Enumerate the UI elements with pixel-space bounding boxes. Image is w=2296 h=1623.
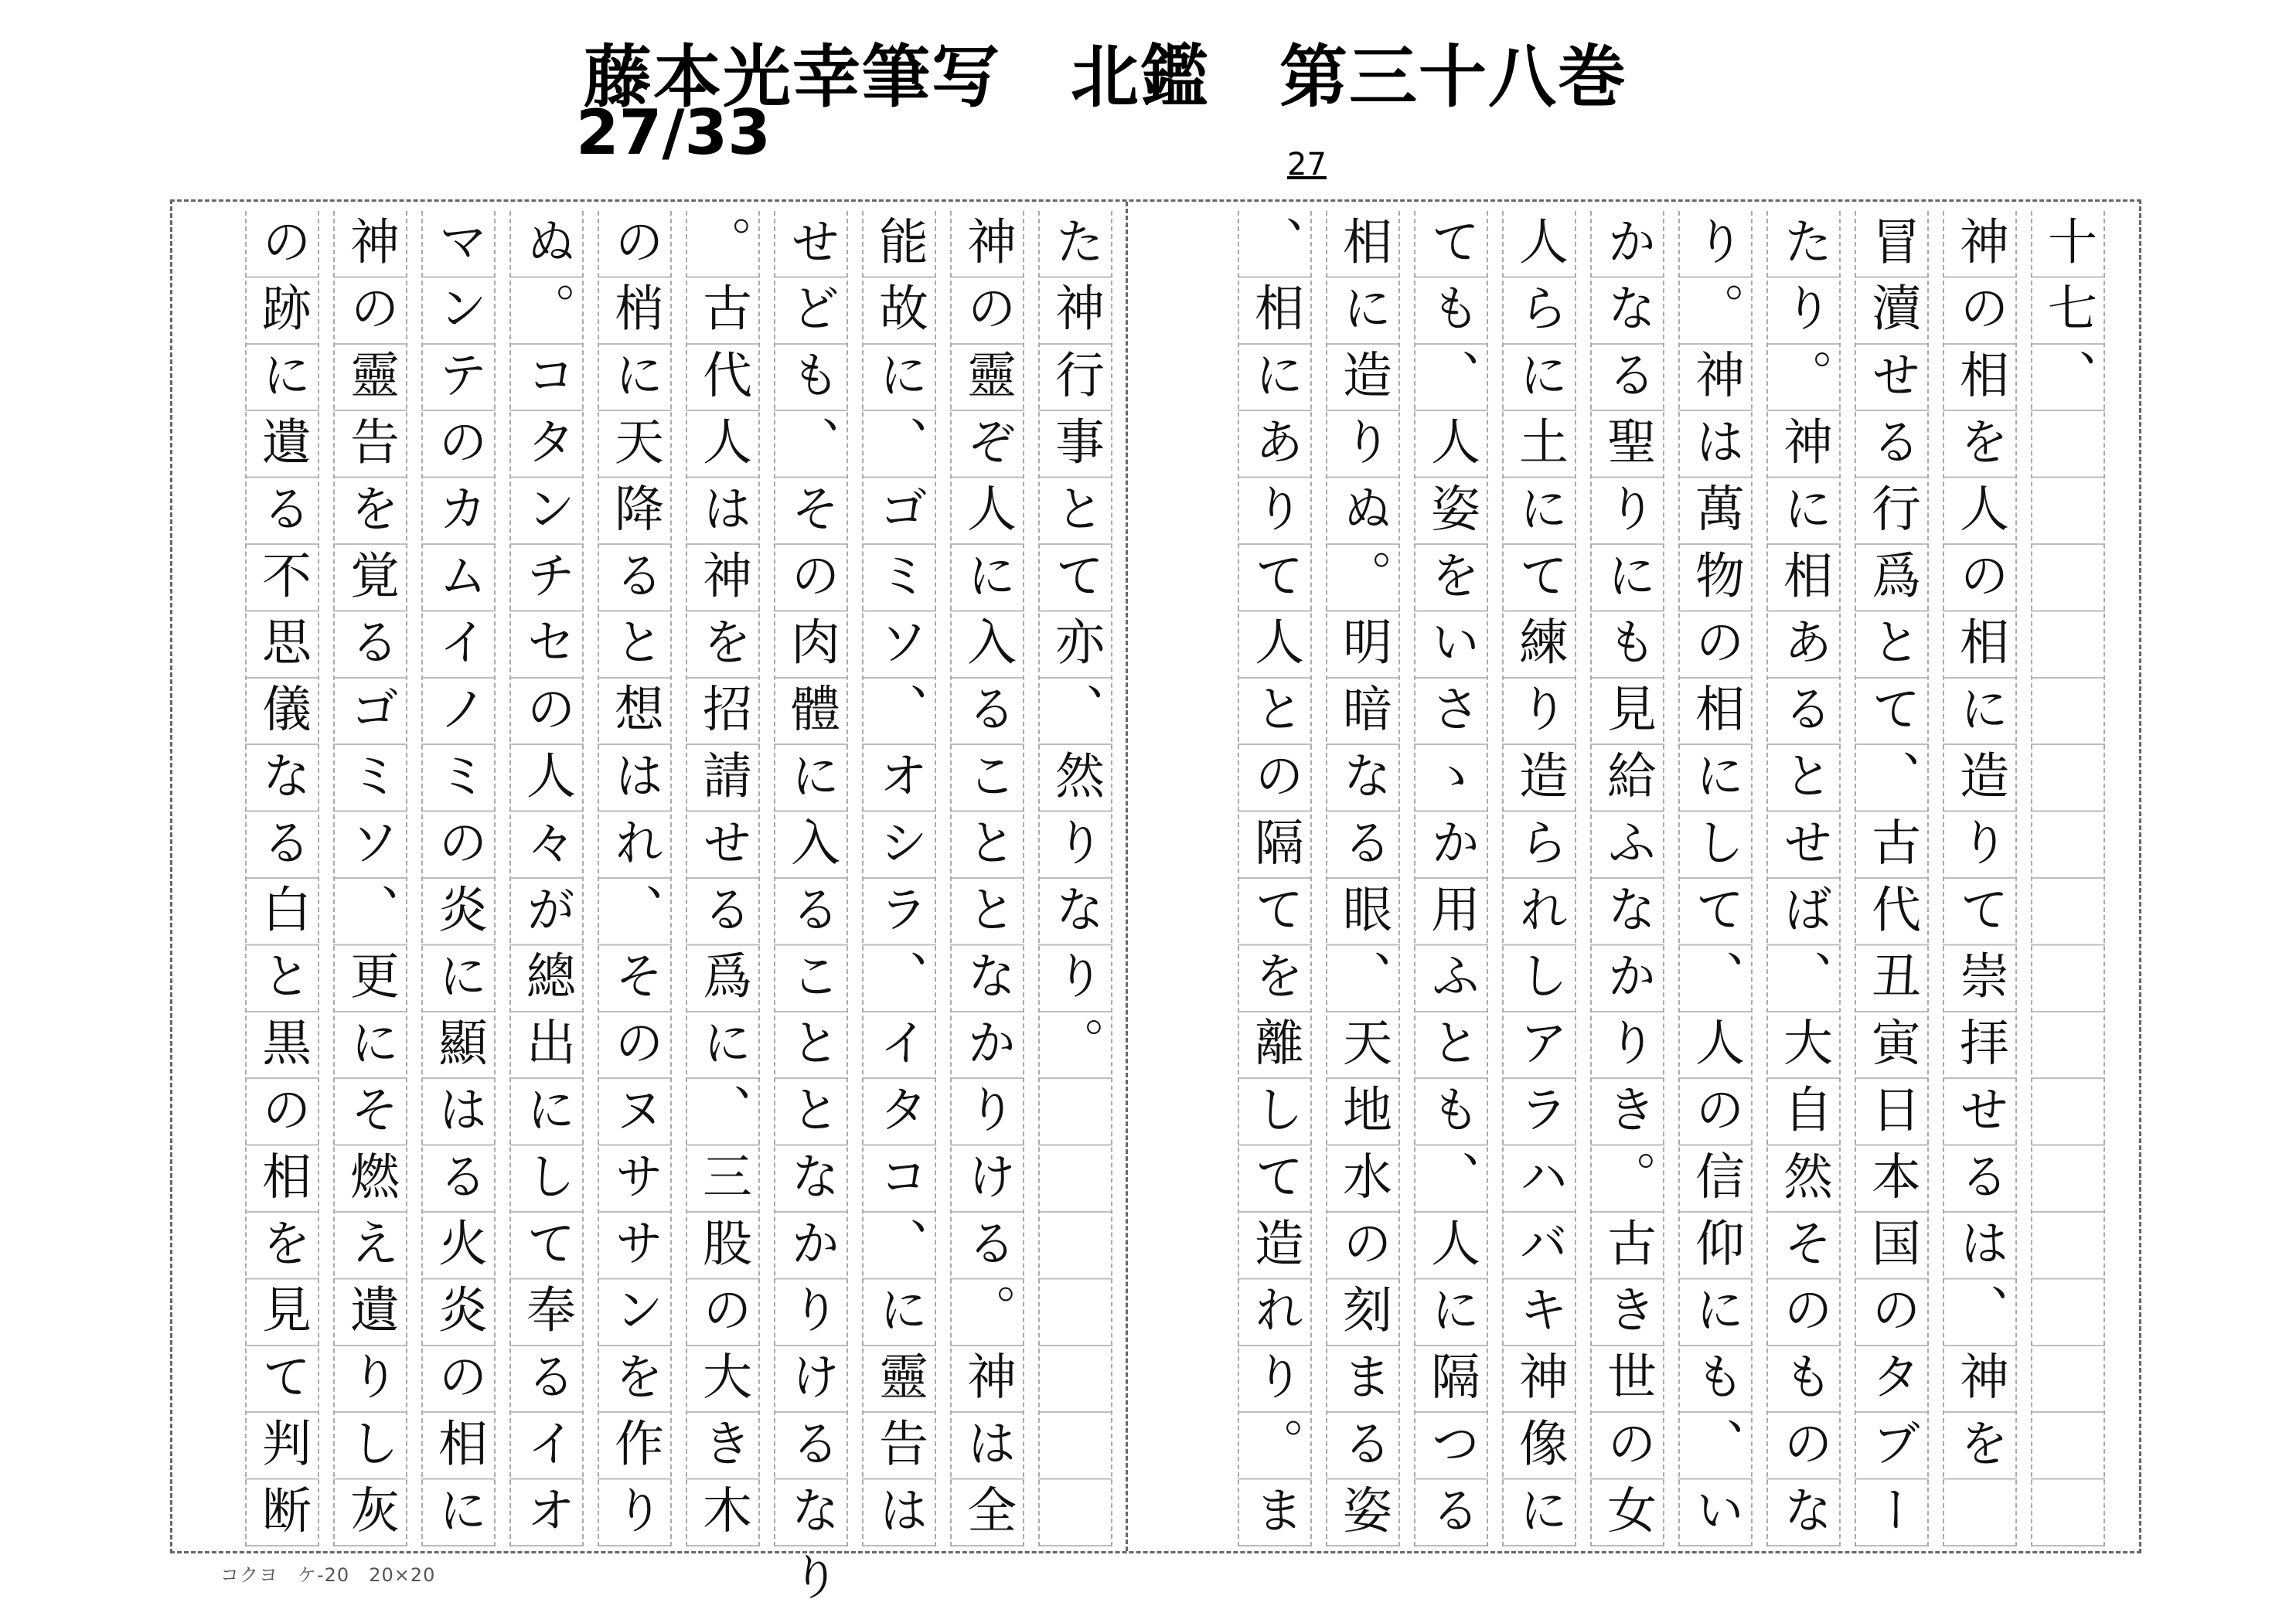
column-text: 神の靈ぞ人に入ることとなかりける。神は全 xyxy=(959,216,1016,1551)
column-text: マンテのカムイノミの炎に顯はる火炎の相に xyxy=(430,216,487,1552)
column-text: の跡に遺る不思儀なる白と黒の相を見て判断 xyxy=(254,216,311,1551)
column-text: の梢に天降ると想はれ、そのヌササンを作り xyxy=(606,216,663,1551)
column-text: 神の靈告を覚るゴミソ、更にそ燃え遺りし灰 xyxy=(342,216,399,1551)
column-text: 十七、 xyxy=(2039,216,2097,417)
paper-brand-label: コクヨ ケ-20 20×20 xyxy=(220,1564,436,1586)
column-text: 相に造りぬ。明暗なる眼、天地水の刻まる姿 xyxy=(1334,216,1392,1551)
document-title: 藤本光幸筆写 北鑑 第三十八巻 xyxy=(584,37,1628,117)
column-text: 。古代人は神を招請せる爲に、三股の大き木 xyxy=(694,216,751,1551)
manuscript-column xyxy=(1678,211,1753,1551)
manuscript-column xyxy=(1326,211,1400,1551)
manuscript-column xyxy=(862,211,936,1551)
manuscript-column xyxy=(950,211,1024,1551)
manuscript-column xyxy=(1502,211,1576,1551)
manuscript-column xyxy=(1766,211,1841,1551)
manuscript-column xyxy=(598,211,672,1551)
manuscript-column xyxy=(421,211,496,1552)
manuscript-column xyxy=(333,211,407,1551)
column-text: 、相にありて人との隔てを離して造れり。ま xyxy=(1246,216,1303,1551)
column-text: 冒瀆せる行爲とて、古代丑寅日本国のタブー xyxy=(1863,216,1920,1551)
manuscript-column xyxy=(1590,211,1664,1551)
manuscript-column xyxy=(509,211,584,1551)
column-text: せども、その肉體に入ることとなかりけるなり xyxy=(782,216,840,1618)
column-text: かなる聖りにも見給ふなかりき。古き世の女 xyxy=(1599,216,1656,1551)
manuscript-column xyxy=(1943,211,2017,1546)
page-number: 27/33 xyxy=(576,97,771,168)
column-text: たり。神に相あるとせば、大自然そのものな xyxy=(1775,216,1832,1551)
column-text: ても、人姿をいさゝか用ふとも、人に隔つる xyxy=(1422,216,1480,1551)
manuscript-column xyxy=(686,211,760,1551)
manuscript-column xyxy=(245,211,319,1551)
manuscript-column xyxy=(1238,211,1312,1551)
handwritten-page-mark: 27 xyxy=(1287,147,1327,182)
column-text: ぬ。コタンチセの人々が總出にして奉るイオ xyxy=(518,216,575,1551)
column-text: た神行事とて亦、然りなり。 xyxy=(1047,216,1104,1084)
manuscript-column xyxy=(1414,211,1488,1551)
column-text: 神の相を人の相に造りて崇拝せるは、神を xyxy=(1951,216,2008,1485)
manuscript-column xyxy=(2031,211,2105,1546)
column-text: 人らに土にて練り造られしアラハバキ神像に xyxy=(1511,216,1568,1551)
column-text: 能故に、ゴミソ、オシラ、イタコ、に靈告は xyxy=(870,216,928,1551)
column-text: り。神は萬物の相にして、人の信仰にも、い xyxy=(1687,216,1744,1551)
center-fold-line xyxy=(1126,202,1128,1551)
manuscript-column xyxy=(1038,211,1112,1546)
manuscript-column xyxy=(1855,211,1929,1551)
manuscript-column xyxy=(774,211,848,1618)
